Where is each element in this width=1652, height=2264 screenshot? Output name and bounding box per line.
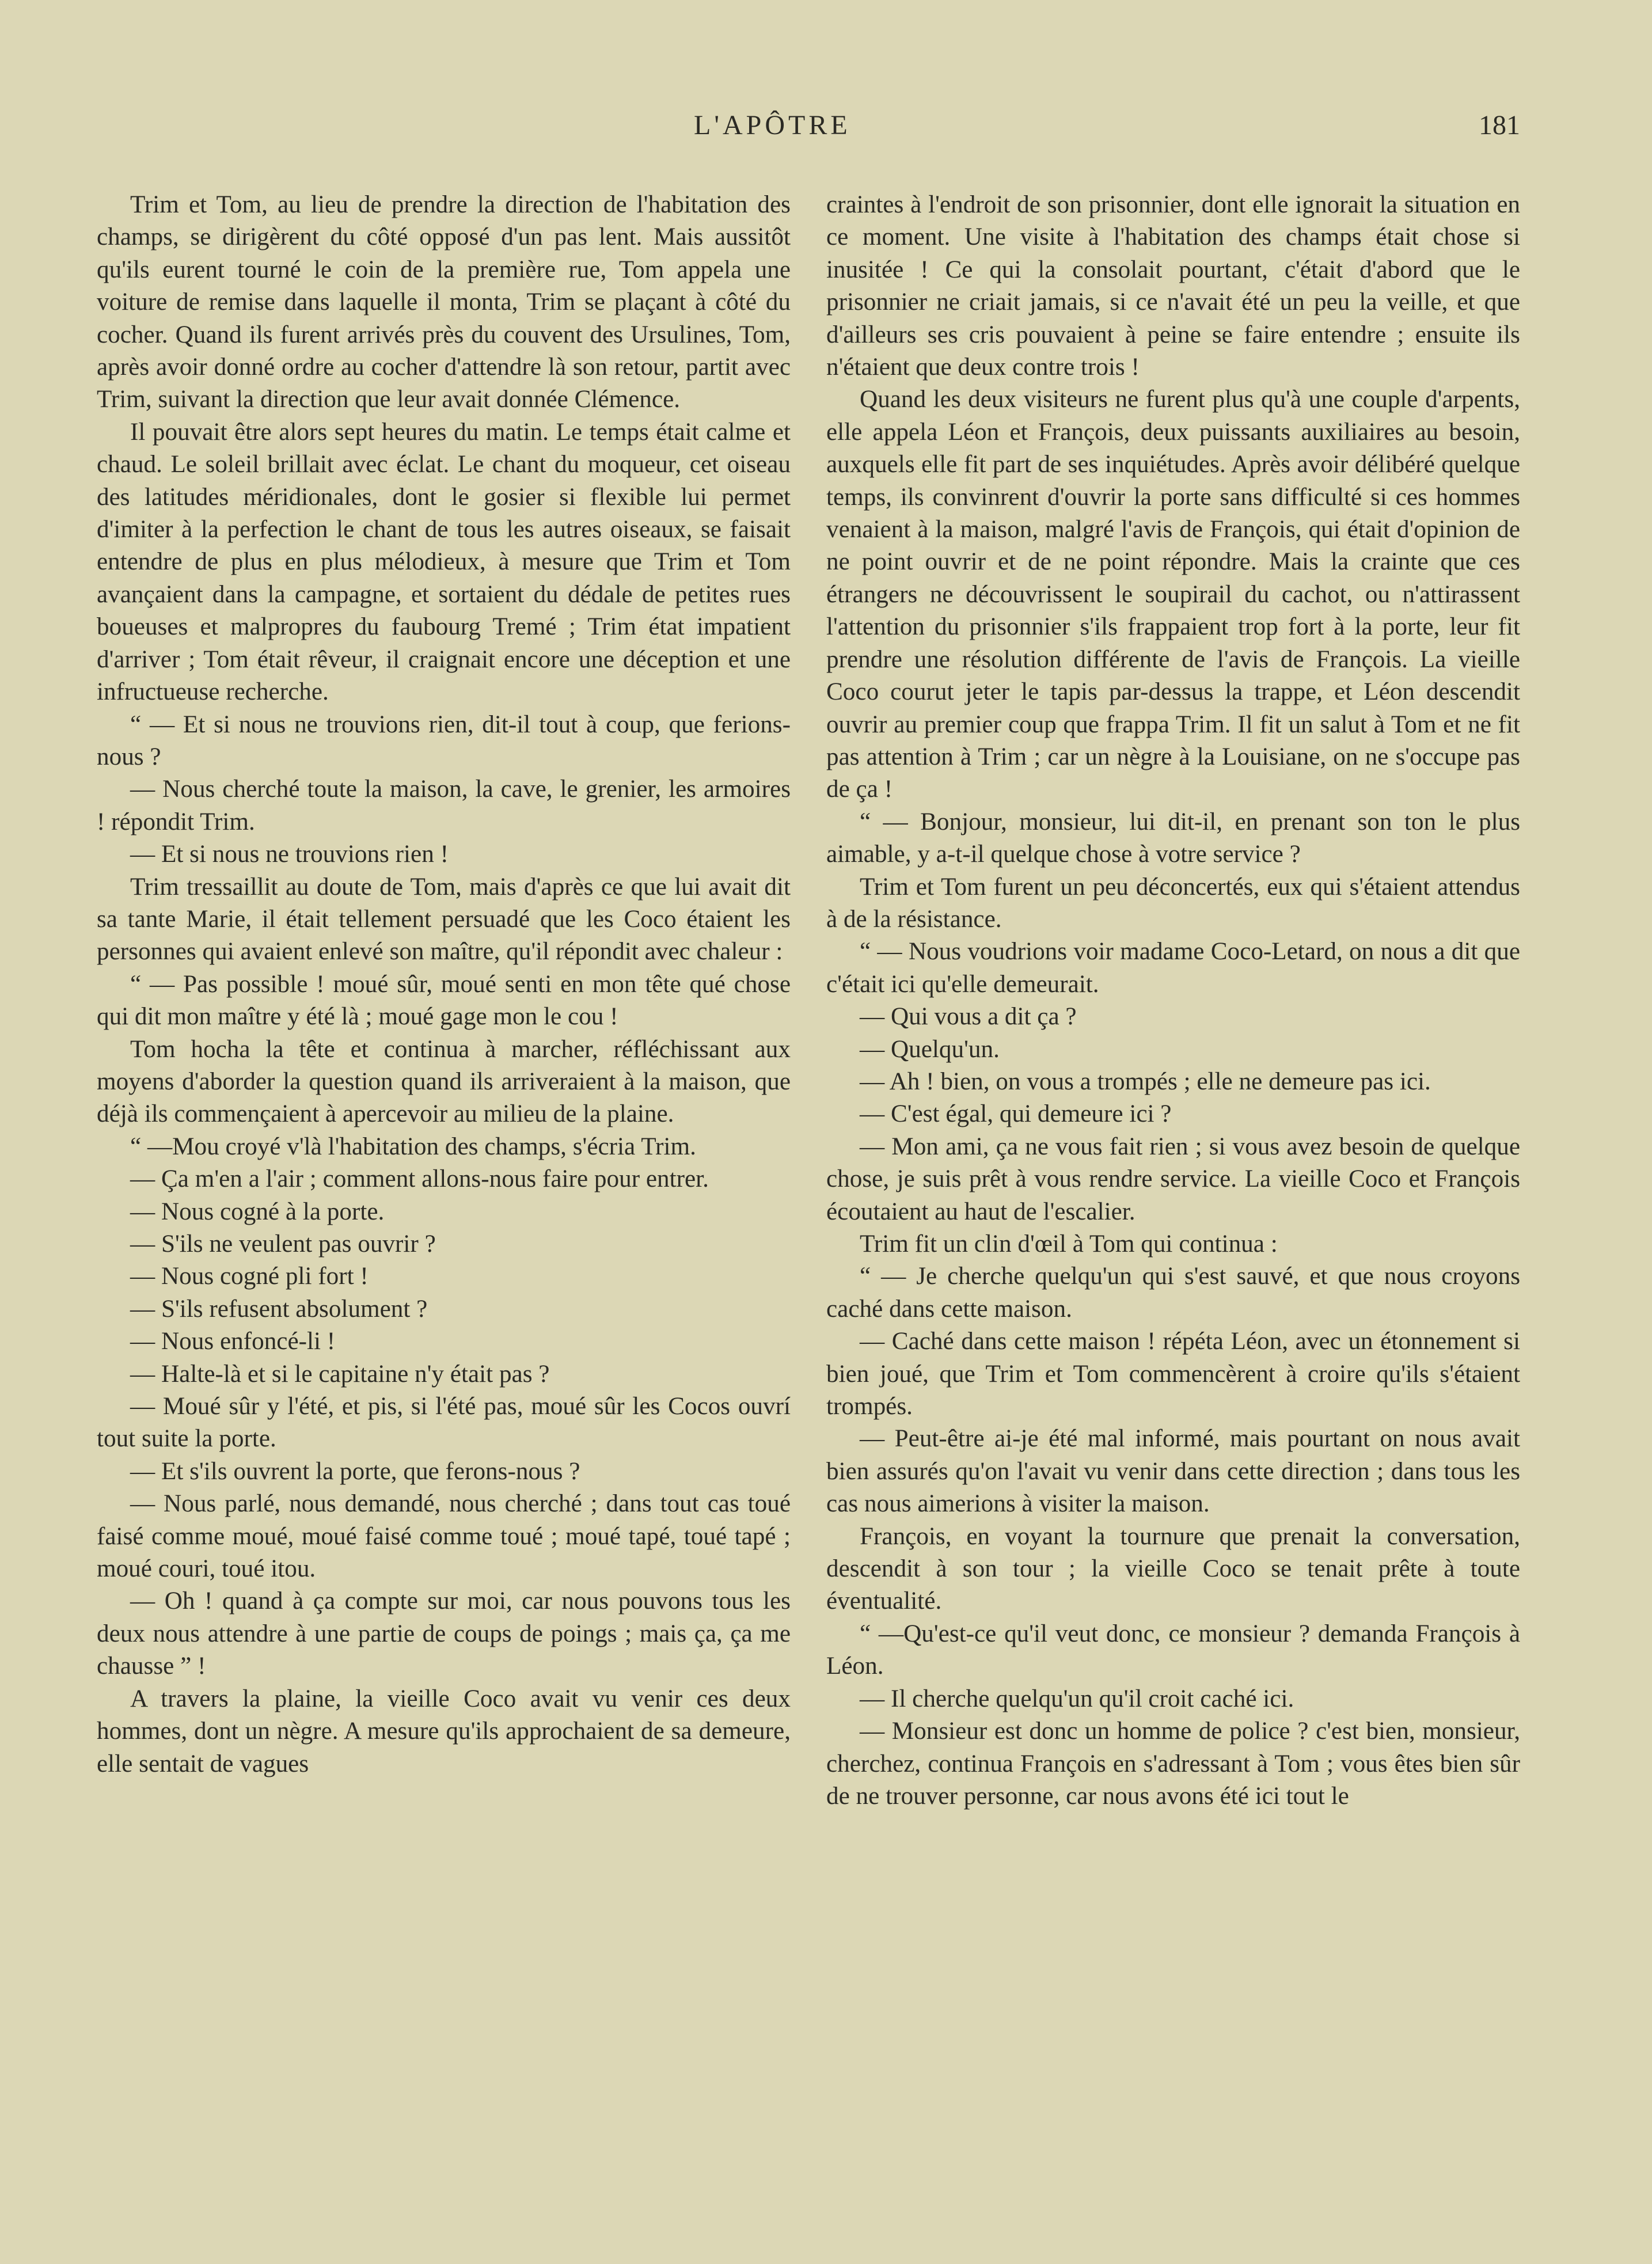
paragraph: “ — Je cherche quelqu'un qui s'est sauvé, et que nous croyons caché dans cette maison. bbox=[826, 1263, 1520, 1323]
paragraph: “ — Bonjour, monsieur, lui dit-il, en prenant son ton le plus aimable, y a-t-il quelque chose à votre service ? bbox=[826, 808, 1520, 868]
paragraph: — Quelqu'un. bbox=[860, 1035, 1000, 1063]
paragraph: — Qui vous a dit ça ? bbox=[860, 1003, 1077, 1031]
paragraph: “ —Mou croyé v'là l'habitation des champs, s'écria Trim. bbox=[130, 1133, 696, 1160]
paragraph: — Ah ! bien, on vous a trompés ; elle ne demeure pas ici. bbox=[860, 1068, 1431, 1095]
paragraph: — Nous enfoncé-li ! bbox=[130, 1328, 336, 1355]
paragraph: “ — Et si nous ne trouvions rien, dit-il tout à coup, que ferions-nous ? bbox=[97, 711, 791, 770]
paragraph: A travers la plaine, la vieille Coco avait vu venir ces deux hommes, dont un nègre. A mesure qu'ils approchaient de sa demeure, elle sentait de vagues bbox=[97, 1685, 791, 1777]
paragraph: — Il cherche quelqu'un qu'il croit caché ici. bbox=[860, 1685, 1294, 1712]
paragraph: — Et si nous ne trouvions rien ! bbox=[130, 841, 449, 868]
paragraph-continuation: craintes à l'endroit de son prisonnier, dont elle ignorait la situation en ce moment. Une visite à l'habitation des champs était chose si inusitée ! Ce qui la consolait pourtant, c'était d'abord que le prisonnier ne criait jamais, si ce n'avait été un peu la veille, et que d'ailleurs ses cris pouvaient à peine se faire entendre ; ensuite ils n'étaient que deux contre trois ! bbox=[826, 191, 1520, 381]
paragraph: Trim tressaillit au doute de Tom, mais d'après ce que lui avait dit sa tante Marie, il était tellement persuadé que les Coco étaient les personnes qui avaient enlevé son maître, qu'il répondit avec chaleur : bbox=[97, 873, 791, 966]
paragraph: “ — Nous voudrions voir madame Coco-Letard, on nous a dit que c'était ici qu'elle demeurait. bbox=[826, 938, 1520, 998]
paragraph: — Oh ! quand à ça compte sur moi, car nous pouvons tous les deux nous attendre à une partie de coups de poings ; mais ça, ça me chausse ” ! bbox=[97, 1587, 791, 1680]
paragraph: — S'ils refusent absolument ? bbox=[130, 1295, 428, 1323]
paragraph: — Peut-être ai-je été mal informé, mais pourtant on nous avait bien assurés qu'on l'avait vu venir dans cette direction ; dans tous les cas nous aimerions à visiter la maison. bbox=[826, 1425, 1520, 1518]
paragraph: — Et s'ils ouvrent la porte, que ferons-nous ? bbox=[130, 1457, 580, 1485]
running-head: L'APÔTRE bbox=[694, 110, 851, 140]
paragraph: — C'est égal, qui demeure ici ? bbox=[860, 1100, 1172, 1128]
page-number: 181 bbox=[1479, 110, 1520, 140]
paragraph: — Monsieur est donc un homme de police ? c'est bien, monsieur, cherchez, continua François en s'adressant à Tom ; vous êtes bien sûr de ne trouver personne, car nous avons été ici tout le bbox=[826, 1718, 1520, 1810]
left-column bbox=[97, 189, 791, 1780]
paragraph: — Nous cogné pli fort ! bbox=[130, 1263, 369, 1290]
paragraph: — Halte-là et si le capitaine n'y était pas ? bbox=[130, 1360, 550, 1388]
paragraph: François, en voyant la tournure que prenait la conversation, descendit à son tour ; la vieille Coco se tenait prête à toute éventualité. bbox=[826, 1522, 1520, 1615]
paragraph: Quand les deux visiteurs ne furent plus qu'à une couple d'arpents, elle appela Léon et François, deux puissants auxiliaires au besoin, auxquels elle fit part de ses inquiétudes. Après avoir délibéré quelque temps, ils convinrent d'ouvrir la porte sans difficulté si ces hommes venaient à la maison, malgré l'avis de François, qui était d'opinion de ne point ouvrir et de ne point répondre. Mais la crainte que ces étrangers ne découvrissent le soupirail du cachot, ou n'attirassent l'attention du prisonnier s'ils frappaient trop fort à la porte, leur fit prendre une résolution différente de l'avis de François. La vieille Coco courut jeter le tapis par-dessus la trappe, et Léon descendit ouvrir au premier coup que frappa Trim. Il fit un salut à Tom et ne fit pas attention à Trim ; car un nègre à la Louisiane, on ne s'occupe pas de ça ! bbox=[826, 386, 1520, 803]
paragraph: — Moué sûr y l'été, et pis, si l'été pas, moué sûr les Cocos ouvrí tout suite la porte. bbox=[97, 1393, 791, 1453]
paragraph: Trim fit un clin d'œil à Tom qui continua : bbox=[860, 1230, 1278, 1258]
right-column bbox=[826, 189, 1520, 1813]
paragraph: — Nous parlé, nous demandé, nous cherché ; dans tout cas toué faisé comme moué, moué faisé comme toué ; moué tapé, toué tapé ; moué couri, toué itou. bbox=[97, 1490, 791, 1583]
paragraph: Tom hocha la tête et continua à marcher, réfléchissant aux moyens d'aborder la question quand ils arriveraient à la maison, que déjà ils commençaient à apercevoir au milieu de la plaine. bbox=[97, 1035, 791, 1128]
paragraph: — Ça m'en a l'air ; comment allons-nous faire pour entrer. bbox=[130, 1165, 709, 1193]
paragraph: “ —Qu'est-ce qu'il veut donc, ce monsieur ? demanda François à Léon. bbox=[826, 1620, 1520, 1680]
paragraph: Trim et Tom, au lieu de prendre la direction de l'habitation des champs, se dirigèrent du côté opposé d'un pas lent. Mais aussitôt qu'ils eurent tourné le coin de la première rue, Tom appela une voiture de remise dans laquelle il monta, Trim se plaçant à côté du cocher. Quand ils furent arrivés près du couvent des Ursulines, Tom, après avoir donné ordre au cocher d'attendre là son retour, partit avec Trim, suivant la direction que leur avait donnée Clémence. bbox=[97, 191, 791, 413]
paragraph: “ — Pas possible ! moué sûr, moué senti en mon tête qué chose qui dit mon maître y été là ; moué gage mon le cou ! bbox=[97, 970, 791, 1031]
paragraph: Trim et Tom furent un peu déconcertés, eux qui s'étaient attendus à de la résistance. bbox=[826, 873, 1520, 933]
paragraph: Il pouvait être alors sept heures du matin. Le temps était calme et chaud. Le soleil brillait avec éclat. Le chant du moqueur, cet oiseau des latitudes méridionales, dont le gosier si flexible lui permet d'imiter à la perfection le chant de tous les autres oiseaux, se faisait entendre de plus en plus mélodieux, à mesure que Trim et Tom avançaient dans la campagne, et sortaient du dédale de petites rues boueuses et malpropres du faubourg Tremé ; Trim état impatient d'arriver ; Tom était rêveur, il craignait encore une déception et une infructueuse recherche. bbox=[97, 418, 791, 706]
paragraph: — Nous cherché toute la maison, la cave, le grenier, les armoires ! répondit Trim. bbox=[97, 776, 791, 835]
paragraph: — Caché dans cette maison ! répéta Léon, avec un étonnement si bien joué, que Trim et Tom commencèrent à croire qu'ils s'étaient trompés. bbox=[826, 1328, 1520, 1420]
paragraph: — S'ils ne veulent pas ouvrir ? bbox=[130, 1230, 436, 1258]
paragraph: — Mon ami, ça ne vous fait rien ; si vous avez besoin de quelque chose, je suis prêt à vous rendre service. La vieille Coco et François écoutaient au haut de l'escalier. bbox=[826, 1133, 1520, 1225]
paragraph: — Nous cogné à la porte. bbox=[130, 1198, 385, 1225]
